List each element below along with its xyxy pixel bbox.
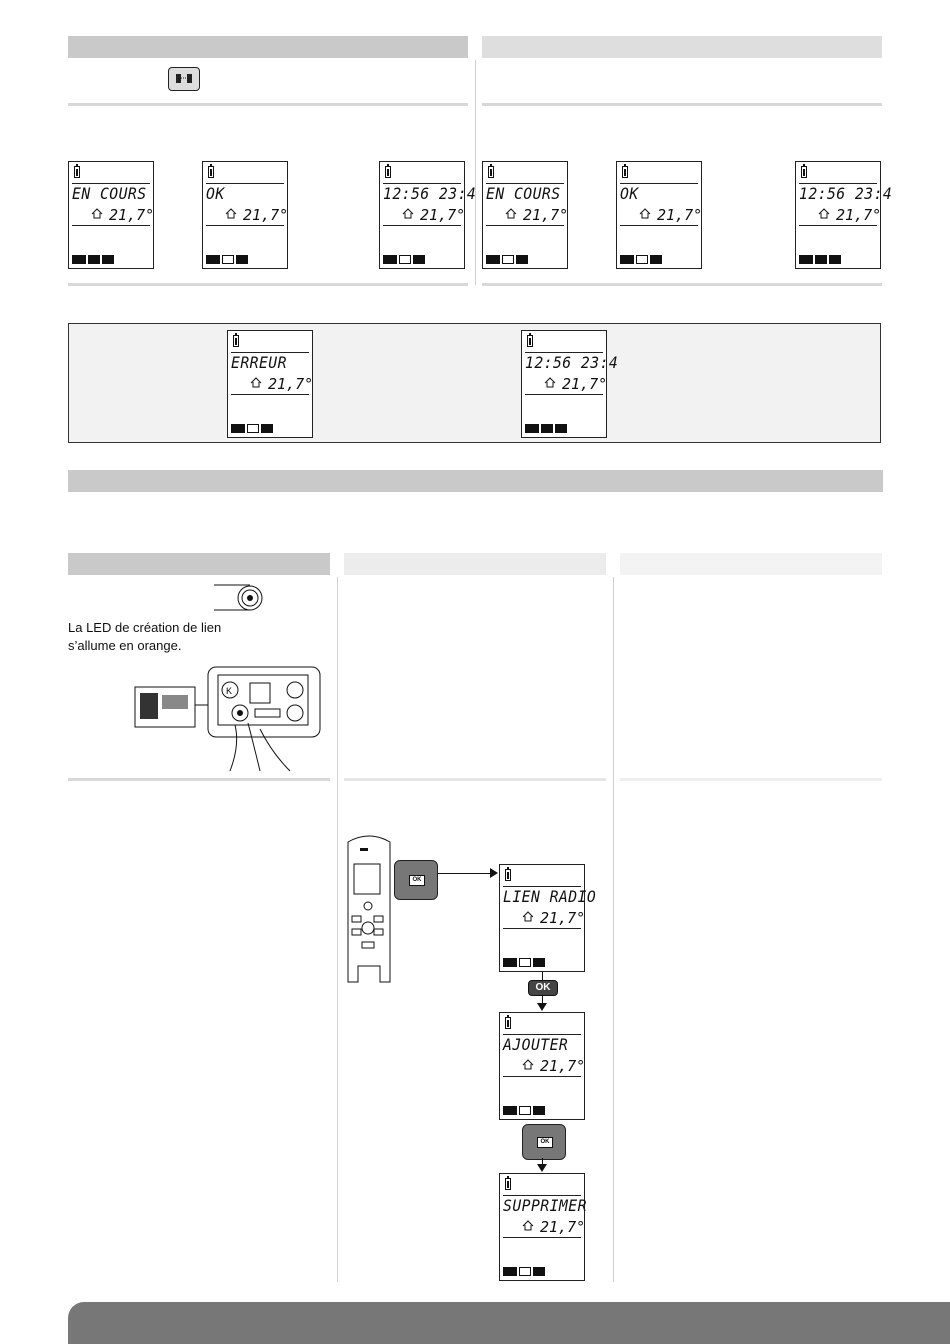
- divider: [68, 283, 468, 286]
- section-header-bar: [68, 470, 883, 492]
- house-icon: [505, 208, 517, 219]
- lcd-screen: [499, 1173, 585, 1281]
- svg-text:K: K: [226, 686, 233, 696]
- divider: [68, 778, 330, 781]
- lcd-temperature: 21,7°: [243, 206, 289, 224]
- footer-bar: [68, 1302, 950, 1344]
- lcd-text: 12:56 23:4: [799, 184, 893, 203]
- receiver-illustration: [130, 645, 330, 773]
- lcd-temperature: 21,7°: [523, 206, 569, 224]
- house-icon: [522, 1059, 534, 1070]
- lcd-temperature: 21,7°: [836, 206, 882, 224]
- lcd-temperature: 21,7°: [268, 375, 314, 393]
- lcd-status-bar: [503, 958, 557, 967]
- lcd-screen: [521, 330, 619, 438]
- house-icon: [818, 208, 830, 219]
- arrow-head: [537, 1164, 547, 1172]
- divider: [482, 283, 882, 286]
- lcd-temperature: 21,7°: [420, 206, 466, 224]
- lcd-screen: [499, 1012, 585, 1120]
- lcd-text: LIEN RADIO: [503, 887, 597, 906]
- lcd-status-bar: [72, 255, 126, 264]
- lcd-status-bar: [486, 255, 540, 264]
- column2-header-bar: [344, 553, 606, 575]
- right-header-bar: [482, 36, 882, 58]
- battery-icon: [505, 869, 511, 881]
- lcd-status-bar: [383, 255, 437, 264]
- battery-icon: [505, 1017, 511, 1029]
- lcd-text: OK: [620, 184, 639, 203]
- battery-icon: [527, 335, 533, 347]
- lcd-screen: [202, 161, 288, 269]
- arrow: [542, 972, 543, 980]
- lcd-screen: [616, 161, 702, 269]
- led-instruction-line2: s’allume en orange.: [68, 638, 182, 653]
- remote-link-icon: [168, 67, 200, 91]
- battery-icon: [622, 166, 628, 178]
- lcd-text: 12:56 23:4: [525, 353, 619, 372]
- lcd-temperature: 21,7°: [540, 909, 586, 927]
- remote-control-illustration: [344, 834, 394, 984]
- lcd-screen: [68, 161, 154, 269]
- divider: [344, 778, 606, 781]
- battery-icon: [801, 166, 807, 178]
- error-box: [68, 323, 881, 443]
- lcd-text: EN COURS: [486, 184, 561, 203]
- lcd-temperature: 21,7°: [540, 1057, 586, 1075]
- lcd-screen: [499, 864, 597, 972]
- lcd-status-bar: [231, 424, 285, 433]
- arrow-head: [490, 868, 498, 878]
- ok-button-icon: OK: [528, 980, 558, 996]
- divider: [620, 778, 882, 781]
- lcd-status-bar: [525, 424, 579, 433]
- ok-button-icon: OK: [409, 875, 425, 886]
- column3-header-bar: [620, 553, 882, 575]
- lcd-temperature: 21,7°: [562, 375, 608, 393]
- lcd-status-bar: [620, 255, 674, 264]
- house-icon: [544, 377, 556, 388]
- lcd-screen: [482, 161, 568, 269]
- lcd-text: SUPPRIMER: [503, 1196, 587, 1215]
- lcd-temperature: 21,7°: [109, 206, 155, 224]
- house-icon: [639, 208, 651, 219]
- divider: [68, 103, 468, 106]
- house-icon: [91, 208, 103, 219]
- lcd-status-bar: [503, 1267, 557, 1276]
- lcd-status-bar: [503, 1106, 557, 1115]
- led-instruction-line1: La LED de création de lien: [68, 620, 222, 635]
- lcd-temperature: 21,7°: [540, 1218, 586, 1236]
- house-icon: [522, 1220, 534, 1231]
- house-icon: [402, 208, 414, 219]
- arrow-head: [537, 1003, 547, 1011]
- battery-icon: [385, 166, 391, 178]
- battery-icon: [233, 335, 239, 347]
- house-icon: [250, 377, 262, 388]
- lcd-screen: [227, 330, 313, 438]
- link-button-icon: [214, 584, 264, 612]
- navigation-pad-icon: [522, 1124, 566, 1160]
- column1-header-bar: [68, 553, 330, 575]
- lcd-text: OK: [206, 184, 225, 203]
- lcd-screen: [795, 161, 893, 269]
- divider: [482, 103, 882, 106]
- lcd-status-bar: [206, 255, 260, 264]
- ok-button-icon: OK: [537, 1137, 553, 1148]
- lcd-text: ERREUR: [231, 353, 287, 372]
- navigation-pad-icon: [394, 860, 438, 900]
- battery-icon: [505, 1178, 511, 1190]
- battery-icon: [208, 166, 214, 178]
- battery-icon: [74, 166, 80, 178]
- battery-icon: [488, 166, 494, 178]
- lcd-screen: [379, 161, 477, 269]
- arrow: [437, 873, 492, 874]
- house-icon: [522, 911, 534, 922]
- column-separator: [613, 577, 614, 1282]
- column-separator: [475, 60, 476, 285]
- lcd-status-bar: [799, 255, 853, 264]
- lcd-text: AJOUTER: [503, 1035, 569, 1054]
- house-icon: [225, 208, 237, 219]
- column-separator: [337, 577, 338, 1282]
- lcd-text: 12:56 23:4: [383, 184, 477, 203]
- left-header-bar: [68, 36, 468, 58]
- lcd-temperature: 21,7°: [657, 206, 703, 224]
- lcd-text: EN COURS: [72, 184, 147, 203]
